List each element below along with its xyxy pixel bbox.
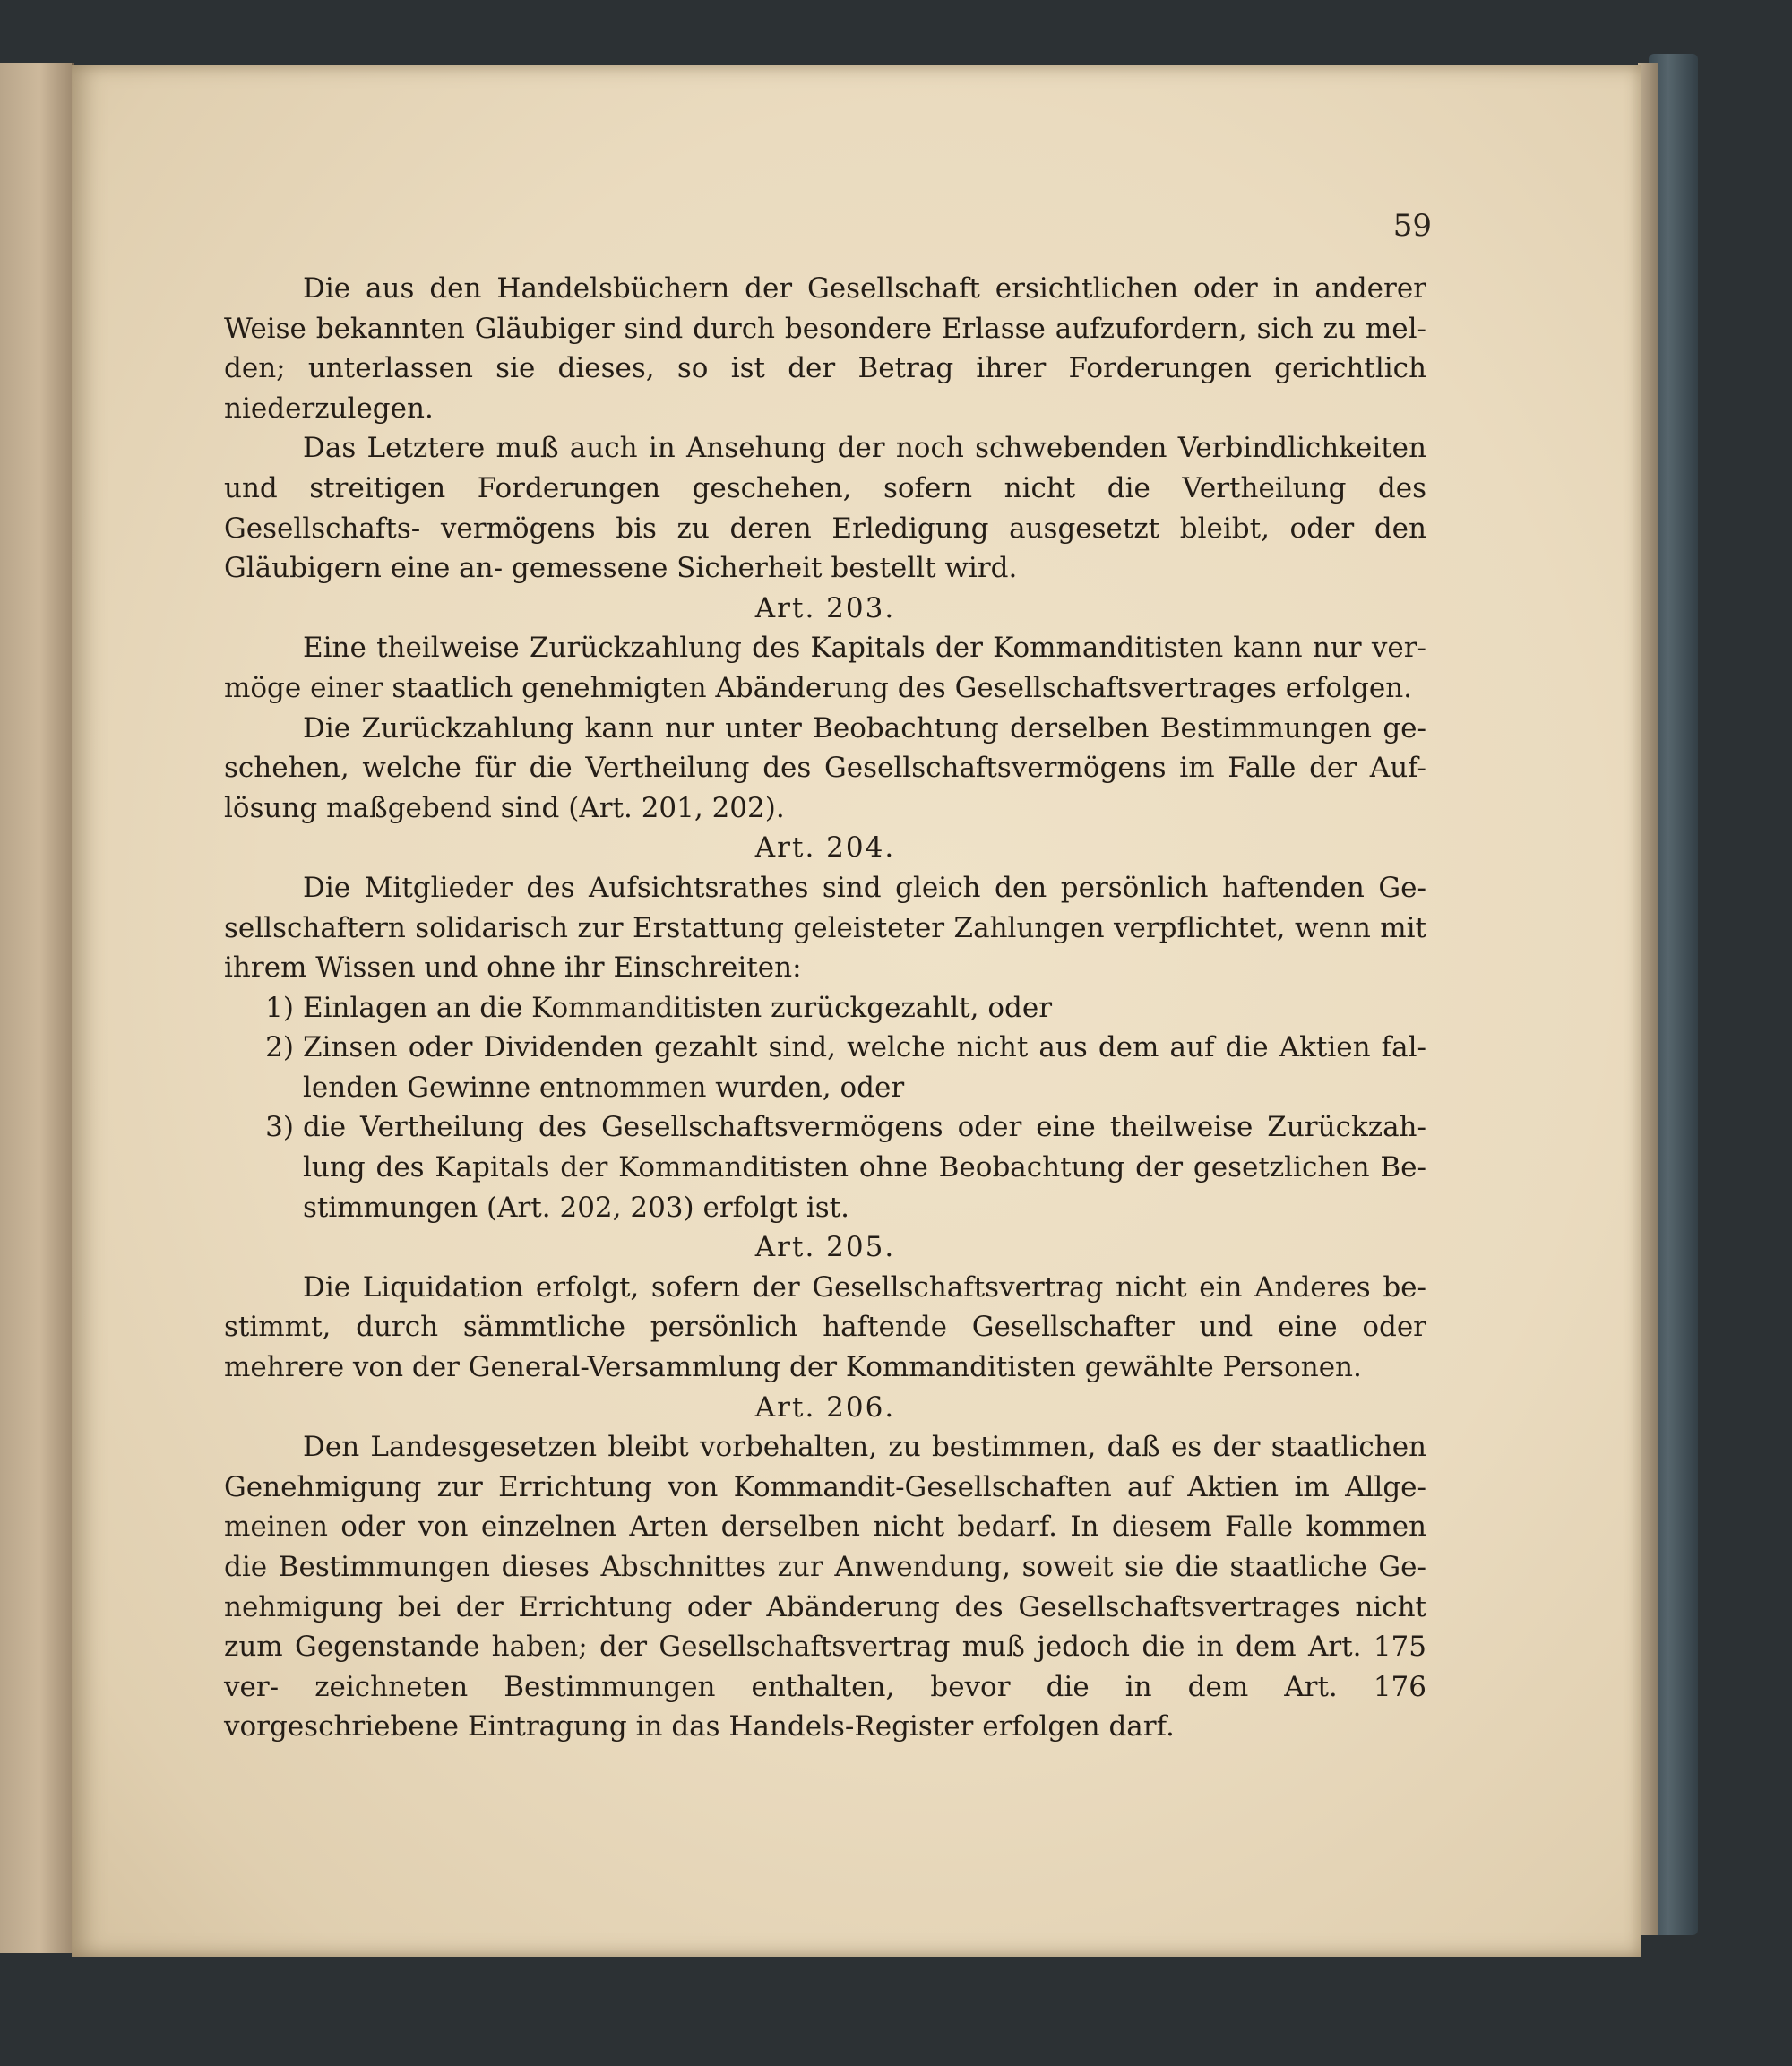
paragraph: Die Mitglieder des Aufsichtsrathes sind gleich den persönlich haftenden Ge- sellschaftern solidarisch zur Erstattung geleisteter Zahlungen verpflichtet, wenn mit ihrem Wissen und ohne ihr Einschreiten: — [224, 871, 1426, 985]
list-item-text: die Vertheilung des Gesellschaftsvermögens oder eine theilweise Zurückzah- lung des Kapitals der Kommanditisten ohne Beobachtung der gesetzlichen Be- stimmungen (Art. 202, 203) erfolgt ist. — [303, 1111, 1426, 1224]
article-heading-206: Art. 206. — [754, 1390, 896, 1424]
list-item-number: 2) — [265, 1031, 294, 1064]
article-heading-203: Art. 203. — [754, 591, 896, 624]
list-item-number: 3) — [265, 1111, 294, 1144]
paragraph: Den Landesgesetzen bleibt vorbehalten, zu bestimmen, daß es der staatlichen Genehmigung zur Errichtung von Kommandit-Gesellschaften auf Aktien im Allge- meinen oder von einzelnen Arten derselben nicht bedarf. In diesem Falle kommen die Bestimmungen dieses Abschnittes zur Anwendung, soweit sie die staatliche Ge- nehmigung bei der Errichtung oder Abänderung des Gesellschaftsvertrages nicht zum Gegenstande haben; der Gesellschaftsvertrag muß jedoch die in dem Art. 175 ver- zeichneten Bestimmungen enthalten, bevor die in dem Art. 176 vorgeschriebene Eintragung in das Handels-Register erfolgen darf. — [224, 1431, 1426, 1743]
list-item-text: Einlagen an die Kommanditisten zurückgezahlt, oder — [303, 991, 1053, 1024]
paragraph: Die Zurückzahlung kann nur unter Beobachtung derselben Bestimmungen ge- schehen, welche für die Vertheilung des Gesellschaftsvermögens im Falle der Auf- lösung maßgebend sind (Art. 201, 202). — [224, 711, 1426, 824]
paragraph: Die aus den Handelsbüchern der Gesellschaft ersichtlichen oder in anderer Weise bekannten Gläubiger sind durch besondere Erlasse aufzufordern, sich zu mel- den; unterlassen sie dieses, so ist der Betrag ihrer Forderungen gerichtlich niederzulegen. — [224, 272, 1426, 425]
article-heading-204: Art. 204. — [754, 831, 896, 865]
paragraph: Die Liquidation erfolgt, sofern der Gesellschaftsvertrag nicht ein Anderes be- stimmt, durch sämmtliche persönlich haftende Gesellschafter und eine oder mehrere von der General-Versammlung der Kommanditisten gewählte Personen. — [224, 1270, 1426, 1384]
list-item-number: 1) — [265, 991, 294, 1024]
list-item-text: Zinsen oder Dividenden gezahlt sind, welche nicht aus dem auf die Aktien fal- lenden Gewinne entnommen wurden, oder — [303, 1031, 1426, 1104]
left-page-edge — [0, 63, 74, 1953]
article-heading-205: Art. 205. — [754, 1231, 896, 1264]
page-number: 59 — [1392, 208, 1432, 244]
paragraph: Das Letztere muß auch in Ansehung der noch schwebenden Verbindlichkeiten und streitigen Forderungen geschehen, sofern nicht die Vertheilung des Gesellschafts- vermögens bis zu deren Erledigung ausgesetzt bleibt, oder den Gläubigern eine an- gemessene Sicherheit bestellt wird. — [224, 432, 1426, 585]
paragraph: Eine theilweise Zurückzahlung des Kapitals der Kommanditisten kann nur ver- möge einer staatlich genehmigten Abänderung des Gesellschaftsvertrages erfolgen. — [224, 632, 1426, 704]
list-item — [224, 988, 1426, 1029]
list-item — [224, 1028, 1426, 1107]
list-item — [224, 1107, 1426, 1227]
page-text — [224, 269, 1426, 1747]
